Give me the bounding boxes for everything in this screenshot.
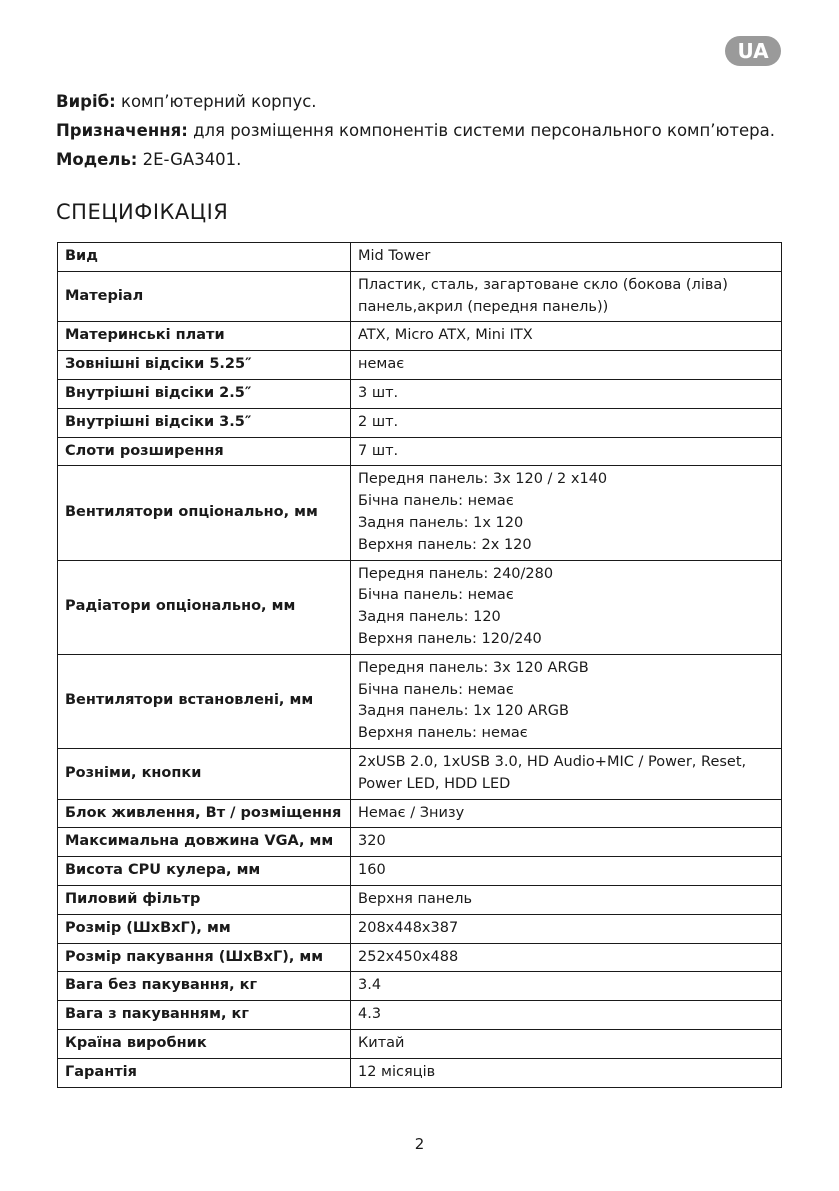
product-label: Виріб: bbox=[56, 92, 116, 111]
spec-row bbox=[58, 243, 782, 272]
spec-key: Зовнішні відсіки 5.25″ bbox=[58, 351, 351, 380]
spec-value: 2 шт. bbox=[351, 408, 782, 437]
spec-row bbox=[58, 748, 782, 799]
spec-row bbox=[58, 351, 782, 380]
model-label: Модель: bbox=[56, 150, 138, 169]
spec-row bbox=[58, 914, 782, 943]
spec-value: Передня панель: 3x 120 ARGB Бічна панель: немає Задня панель: 1x 120 ARGB Верхня панель: немає bbox=[351, 654, 782, 748]
spec-value: 252x450x488 bbox=[351, 943, 782, 972]
spec-row bbox=[58, 1058, 782, 1087]
spec-value: немає bbox=[351, 351, 782, 380]
product-intro bbox=[56, 89, 775, 176]
spec-value: Передня панель: 3x 120 / 2 x140 Бічна панель: немає Задня панель: 1x 120 Верхня панель: 2x 120 bbox=[351, 466, 782, 560]
spec-key: Матеріал bbox=[58, 271, 351, 322]
section-title: СПЕЦИФІКАЦІЯ bbox=[56, 200, 229, 224]
spec-value: 4.3 bbox=[351, 1001, 782, 1030]
spec-value: 12 місяців bbox=[351, 1058, 782, 1087]
spec-row bbox=[58, 1001, 782, 1030]
spec-key: Вид bbox=[58, 243, 351, 272]
spec-value: 3 шт. bbox=[351, 379, 782, 408]
spec-key: Максимальна довжина VGA, мм bbox=[58, 828, 351, 857]
spec-key: Розмір (ШхВхГ), мм bbox=[58, 914, 351, 943]
product-line bbox=[56, 89, 775, 118]
spec-value: 2xUSB 2.0, 1xUSB 3.0, HD Audio+MIC / Power, Reset, Power LED, HDD LED bbox=[351, 748, 782, 799]
spec-key: Вага без пакування, кг bbox=[58, 972, 351, 1001]
spec-key: Вентилятори опціонально, мм bbox=[58, 466, 351, 560]
spec-value: Mid Tower bbox=[351, 243, 782, 272]
spec-row bbox=[58, 560, 782, 654]
spec-key: Блок живлення, Вт / розміщення bbox=[58, 799, 351, 828]
spec-key: Внутрішні відсіки 3.5″ bbox=[58, 408, 351, 437]
purpose-value: для розміщення компонентів системи персонального комп’ютера. bbox=[187, 121, 776, 140]
spec-row bbox=[58, 379, 782, 408]
spec-value: Китай bbox=[351, 1029, 782, 1058]
spec-key: Країна виробник bbox=[58, 1029, 351, 1058]
purpose-line bbox=[56, 118, 775, 147]
spec-value: Пластик, сталь, загартоване скло (бокова (ліва) панель,акрил (передня панель)) bbox=[351, 271, 782, 322]
purpose-label: Призначення: bbox=[56, 121, 188, 140]
spec-row bbox=[58, 322, 782, 351]
spec-row bbox=[58, 466, 782, 560]
spec-row bbox=[58, 654, 782, 748]
spec-table bbox=[57, 242, 782, 1088]
spec-value: 320 bbox=[351, 828, 782, 857]
spec-key: Пиловий фільтр bbox=[58, 885, 351, 914]
spec-key: Вентилятори встановлені, мм bbox=[58, 654, 351, 748]
spec-key: Внутрішні відсіки 2.5″ bbox=[58, 379, 351, 408]
spec-key: Материнські плати bbox=[58, 322, 351, 351]
spec-key: Висота CPU кулера, мм bbox=[58, 857, 351, 886]
spec-key: Розмір пакування (ШхВхГ), мм bbox=[58, 943, 351, 972]
spec-key: Розніми, кнопки bbox=[58, 748, 351, 799]
product-value: комп’ютерний корпус. bbox=[115, 92, 317, 111]
spec-key: Радіатори опціонально, мм bbox=[58, 560, 351, 654]
page-number: 2 bbox=[414, 1135, 425, 1153]
spec-row bbox=[58, 828, 782, 857]
model-line bbox=[56, 147, 775, 176]
spec-row bbox=[58, 857, 782, 886]
spec-value: 208x448x387 bbox=[351, 914, 782, 943]
spec-row bbox=[58, 1029, 782, 1058]
spec-value: Верхня панель bbox=[351, 885, 782, 914]
spec-value: 3.4 bbox=[351, 972, 782, 1001]
spec-key: Слоти розширення bbox=[58, 437, 351, 466]
spec-value: 7 шт. bbox=[351, 437, 782, 466]
language-badge: UA bbox=[725, 36, 781, 66]
spec-row bbox=[58, 943, 782, 972]
spec-value: ATX, Micro ATX, Mini ITX bbox=[351, 322, 782, 351]
spec-table-body bbox=[58, 243, 782, 1088]
spec-row bbox=[58, 408, 782, 437]
spec-row bbox=[58, 271, 782, 322]
spec-key: Гарантія bbox=[58, 1058, 351, 1087]
spec-row bbox=[58, 972, 782, 1001]
spec-value: Передня панель: 240/280 Бічна панель: немає Задня панель: 120 Верхня панель: 120/240 bbox=[351, 560, 782, 654]
spec-value: Немає / Знизу bbox=[351, 799, 782, 828]
model-value: 2E-GA3401. bbox=[137, 150, 242, 169]
spec-row bbox=[58, 799, 782, 828]
spec-row bbox=[58, 437, 782, 466]
spec-key: Вага з пакуванням, кг bbox=[58, 1001, 351, 1030]
spec-row bbox=[58, 885, 782, 914]
spec-value: 160 bbox=[351, 857, 782, 886]
